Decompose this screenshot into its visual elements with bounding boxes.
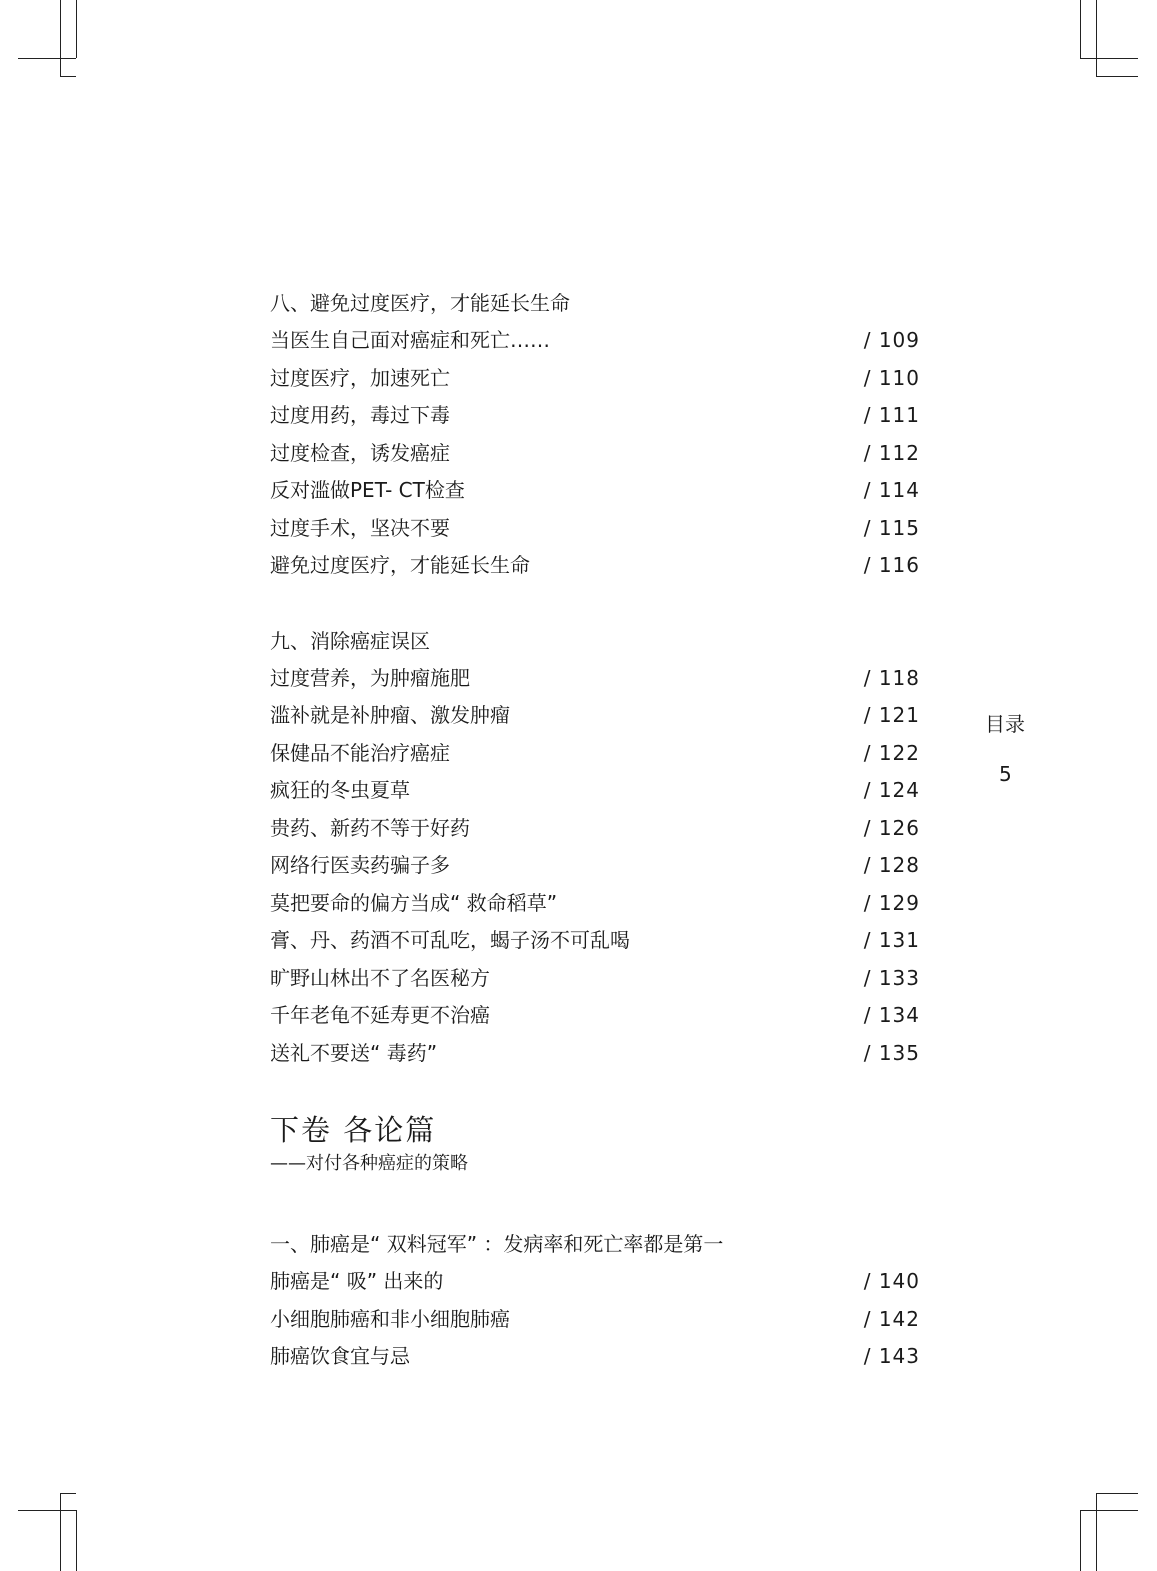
entry-page: / 142 [863,1306,920,1331]
toc-entry[interactable] [270,1338,920,1376]
entry-title: 过度检查，诱发癌症 [270,440,450,465]
crop-mark [1080,0,1081,58]
part-subtitle: ——对付各种癌症的策略 [270,1153,468,1174]
crop-mark [18,1510,76,1511]
entry-page: / 140 [863,1269,920,1293]
toc-entry[interactable] [270,960,920,998]
entry-title: 网络行医卖药骗子多 [270,853,450,877]
toc-entry[interactable] [270,697,920,735]
toc-entry[interactable] [270,997,920,1035]
toc-entry[interactable] [270,735,920,773]
entry-page: / 114 [863,478,920,502]
entry-page: / 118 [863,665,920,690]
toc-entry[interactable] [270,1301,920,1339]
toc-entry[interactable] [270,847,920,885]
entry-page: / 126 [863,815,920,840]
crop-mark [1096,1493,1138,1494]
crop-mark [1096,0,1097,76]
entry-title: 送礼不要送“ 毒药” [270,1040,438,1065]
toc-entry[interactable] [270,1263,920,1301]
entry-title: 肺癌饮食宜与忌 [270,1344,410,1368]
section-heading: 八、避免过度医疗，才能延长生命 [270,291,570,315]
entry-page: / 110 [863,365,920,390]
entry-page: / 122 [863,740,920,765]
toc-entry[interactable] [270,810,920,848]
entry-page: / 111 [863,403,920,427]
section-heading: 一、肺癌是“ 双料冠军” ：发病率和死亡率都是第一 [270,1232,724,1256]
toc-entry[interactable] [270,397,920,435]
crop-mark [1096,1493,1097,1571]
crop-mark [76,0,77,58]
toc-entry[interactable] [270,660,920,698]
crop-mark [1096,76,1138,77]
table-of-contents [270,285,920,1376]
entry-page: / 115 [863,515,920,540]
entry-title: 膏、丹、药酒不可乱吃，蝎子汤不可乱喝 [270,928,630,952]
toc-entry[interactable] [270,885,920,923]
toc-entry[interactable] [270,547,920,585]
toc-entry[interactable] [270,1035,920,1073]
entry-page: / 129 [863,890,920,915]
crop-mark [60,0,61,76]
entry-title: 保健品不能治疗癌症 [270,740,450,765]
crop-mark [18,58,76,59]
entry-page: / 116 [863,553,920,577]
crop-mark [60,76,76,77]
entry-title: 肺癌是“ 吸” 出来的 [270,1269,444,1293]
entry-title: 贵药、新药不等于好药 [270,815,470,840]
spacer [270,1178,920,1226]
entry-page: / 124 [863,778,920,802]
entry-title: 旷野山林出不了名医秘方 [270,965,490,990]
running-head-label: 目录 [985,712,1025,736]
entry-page: / 131 [863,928,920,952]
toc-entry[interactable] [270,472,920,510]
page-number: 5 [999,762,1012,786]
entry-title: 疯狂的冬虫夏草 [270,778,410,802]
entry-title: 过度营养，为肿瘤施肥 [270,665,470,690]
entry-page: / 143 [863,1344,920,1368]
entry-title: 过度医疗，加速死亡 [270,365,450,390]
crop-mark [1080,58,1138,59]
toc-entry[interactable] [270,922,920,960]
entry-title: 过度手术，坚决不要 [270,515,450,540]
entry-page: / 128 [863,853,920,877]
entry-page: / 121 [863,703,920,727]
crop-mark [60,1493,61,1571]
entry-page: / 133 [863,965,920,990]
entry-title: 千年老龟不延寿更不治癌 [270,1003,490,1027]
crop-mark [1080,1510,1081,1571]
entry-title: 避免过度医疗，才能延长生命 [270,553,530,577]
spacer [270,585,920,623]
section-heading: 九、消除癌症误区 [270,628,430,653]
toc-entry[interactable] [270,360,920,398]
crop-mark [76,1510,77,1571]
toc-entry[interactable] [270,322,920,360]
entry-page: / 134 [863,1003,920,1027]
entry-title: 莫把要命的偏方当成“ 救命稻草” [270,890,558,915]
crop-mark [1080,1510,1138,1511]
part-title: 下卷 各论篇 [270,1113,437,1147]
entry-title: 反对滥做PET- CT检查 [270,478,465,502]
toc-entry[interactable] [270,772,920,810]
entry-title: 小细胞肺癌和非小细胞肺癌 [270,1306,510,1331]
entry-page: / 135 [863,1040,920,1065]
entry-title: 滥补就是补肿瘤、激发肿瘤 [270,703,510,727]
entry-page: / 112 [863,440,920,465]
entry-title: 过度用药，毒过下毒 [270,403,450,427]
toc-entry[interactable] [270,510,920,548]
entry-page: / 109 [863,328,920,352]
entry-title: 当医生自己面对癌症和死亡…… [270,328,550,352]
toc-entry[interactable] [270,435,920,473]
crop-mark [60,1493,76,1494]
spacer [270,1072,920,1110]
